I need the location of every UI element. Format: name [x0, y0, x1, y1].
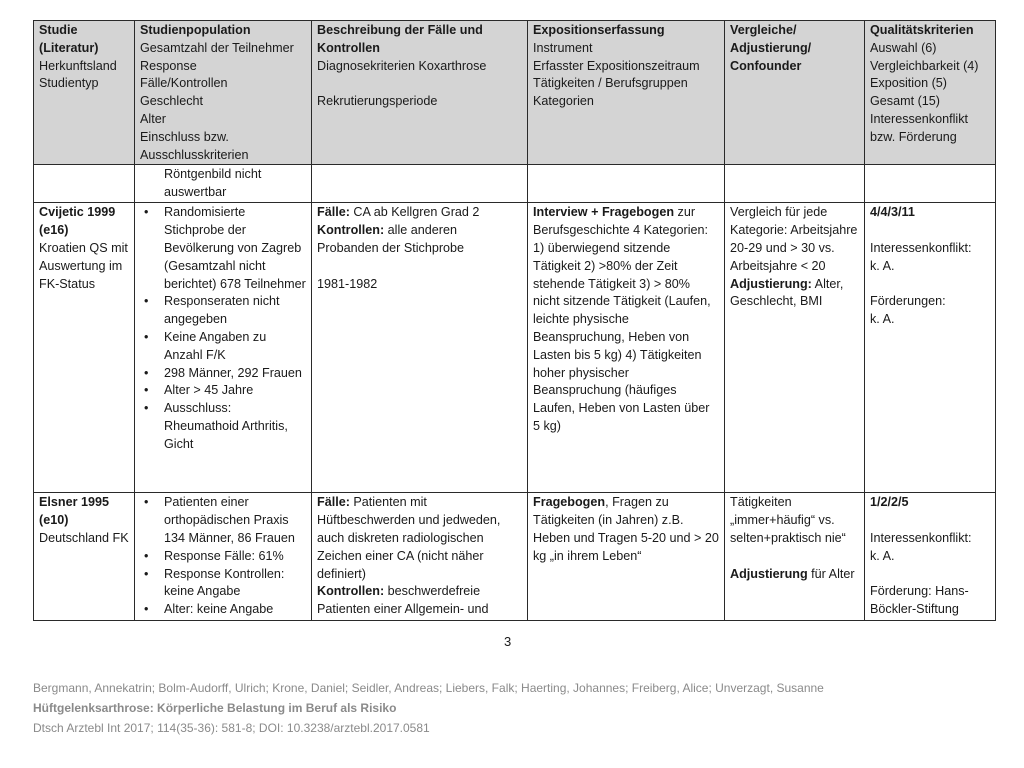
header-comparison: Vergleiche/ Adjustierung/ Confounder: [725, 21, 865, 165]
continuation-text: Röntgenbild nicht auswertbar: [164, 167, 262, 200]
cases-cell: Fälle: CA ab Kellgren Grad 2 Kontrollen: alle anderen Probanden der Stichprobe 1981-1982: [312, 203, 528, 493]
list-item: • Ausschluss: Rheumathoid Arthritis, Gicht: [140, 400, 306, 453]
list-item: • Randomisierte Stichprobe der Bevölkerung von Zagreb (Gesamtzahl nicht berichtet) 678 Teilnehmer: [140, 204, 306, 293]
header-cases: Beschreibung der Fälle und Kontrollen Diagnosekriterien Koxarthrose Rekrutierungsperiode: [312, 21, 528, 165]
study-details: Deutschland FK: [39, 530, 129, 545]
study-details: Kroatien QS mit Auswertung im FK-Status: [39, 240, 128, 291]
list-item: • Keine Angaben zu Anzahl F/K: [140, 329, 306, 365]
comparison-cell: Tätigkeiten „immer+häufig“ vs. selten+praktisch nie“ Adjustierung für Alter: [725, 493, 865, 621]
continuation-cell: [135, 165, 312, 203]
population-cell: [135, 203, 312, 493]
quality-cell: 4/4/3/11 Interessenkonflikt: k. A. Förderungen: k. A.: [865, 203, 996, 493]
continuation-row: [34, 165, 996, 203]
study-name: Elsner 1995 (e10): [39, 495, 110, 528]
list-item: • Patienten einer orthopädischen Praxis 134 Männer, 86 Frauen: [140, 494, 306, 547]
recruitment-period: 1981-1982: [317, 276, 378, 291]
table-row: [34, 493, 996, 621]
list-item: • Alter: keine Angabe: [140, 601, 306, 619]
header-population: Studienpopulation Gesamtzahl der Teilnehmer Response Fälle/Kontrollen Geschlecht Alter Einschluss bzw. Ausschlusskriterien: [135, 21, 312, 165]
footer-authors: Bergmann, Annekatrin; Bolm-Audorff, Ulrich; Krone, Daniel; Seidler, Andreas; Liebers, Falk; Haerting, Johannes; Freiberg, Alice; Unverzagt, Susanne: [33, 681, 824, 695]
list-item: • Response Fälle: 61%: [140, 548, 306, 566]
header-quality: Qualitätskriterien Auswahl (6) Vergleichbarkeit (4) Exposition (5) Gesamt (15) Interessenkonflikt bzw. Förderung: [865, 21, 996, 165]
study-name: Cvijetic 1999 (e16): [39, 205, 116, 238]
population-list: [140, 204, 306, 453]
population-list: [140, 494, 306, 619]
study-cell: [34, 203, 135, 493]
list-item: • Response Kontrollen: keine Angabe: [140, 566, 306, 602]
comparison-cell: Vergleich für jede Kategorie: Arbeitsjahre 20-29 und > 30 vs. Arbeitsjahre < 20 Adjustierung: Alter, Geschlecht, BMI: [725, 203, 865, 493]
list-item: • Alter > 45 Jahre: [140, 382, 306, 400]
population-cell: [135, 493, 312, 621]
study-table: [33, 20, 996, 621]
footer-citation: Dtsch Arztebl Int 2017; 114(35-36): 581-8; DOI: 10.3238/arztebl.2017.0581: [33, 721, 430, 735]
list-item: • Responseraten nicht angegeben: [140, 293, 306, 329]
table-row: [34, 203, 996, 493]
exposure-cell: Interview + Fragebogen zur Berufsgeschichte 4 Kategorien: 1) überwiegend sitzende Tätigkeit 2) >80% der Zeit stehende Tätigkeit 3) > 80% nicht sitzende Tätigkeit (Laufen, leichte physische Beanspruchung, Heben von Lasten bis 5 kg) 4) Tätigkeiten hoher physischer Beanspruchung (häufiges Laufen, Heben von Lasten über 5 kg): [528, 203, 725, 493]
study-cell: [34, 493, 135, 621]
footer-title: Hüftgelenksarthrose: Körperliche Belastung im Beruf als Risiko: [33, 701, 397, 715]
quality-cell: 1/2/2/5 Interessenkonflikt: k. A. Förderung: Hans-Böckler-Stiftung: [865, 493, 996, 621]
list-item: • 298 Männer, 292 Frauen: [140, 365, 306, 383]
header-study: Studie (Literatur) Herkunftsland Studientyp: [34, 21, 135, 165]
page-number: 3: [504, 634, 512, 649]
header-exposure: Expositionserfassung Instrument Erfasster Expositionszeitraum Tätigkeiten / Berufsgruppen Kategorien: [528, 21, 725, 165]
cases-cell: Fälle: Patienten mit Hüftbeschwerden und jedweden, auch diskreten radiologischen Zeichen einer CA (nicht näher definiert) Kontrollen: beschwerdefreie Patienten einer Allgemein- und: [312, 493, 528, 621]
table-header-row: [34, 21, 996, 165]
citation-footer: [33, 678, 824, 738]
exposure-cell: Fragebogen, Fragen zu Tätigkeiten (in Jahren) z.B. Heben und Tragen 5-20 und > 20 kg „in ihrem Leben“: [528, 493, 725, 621]
